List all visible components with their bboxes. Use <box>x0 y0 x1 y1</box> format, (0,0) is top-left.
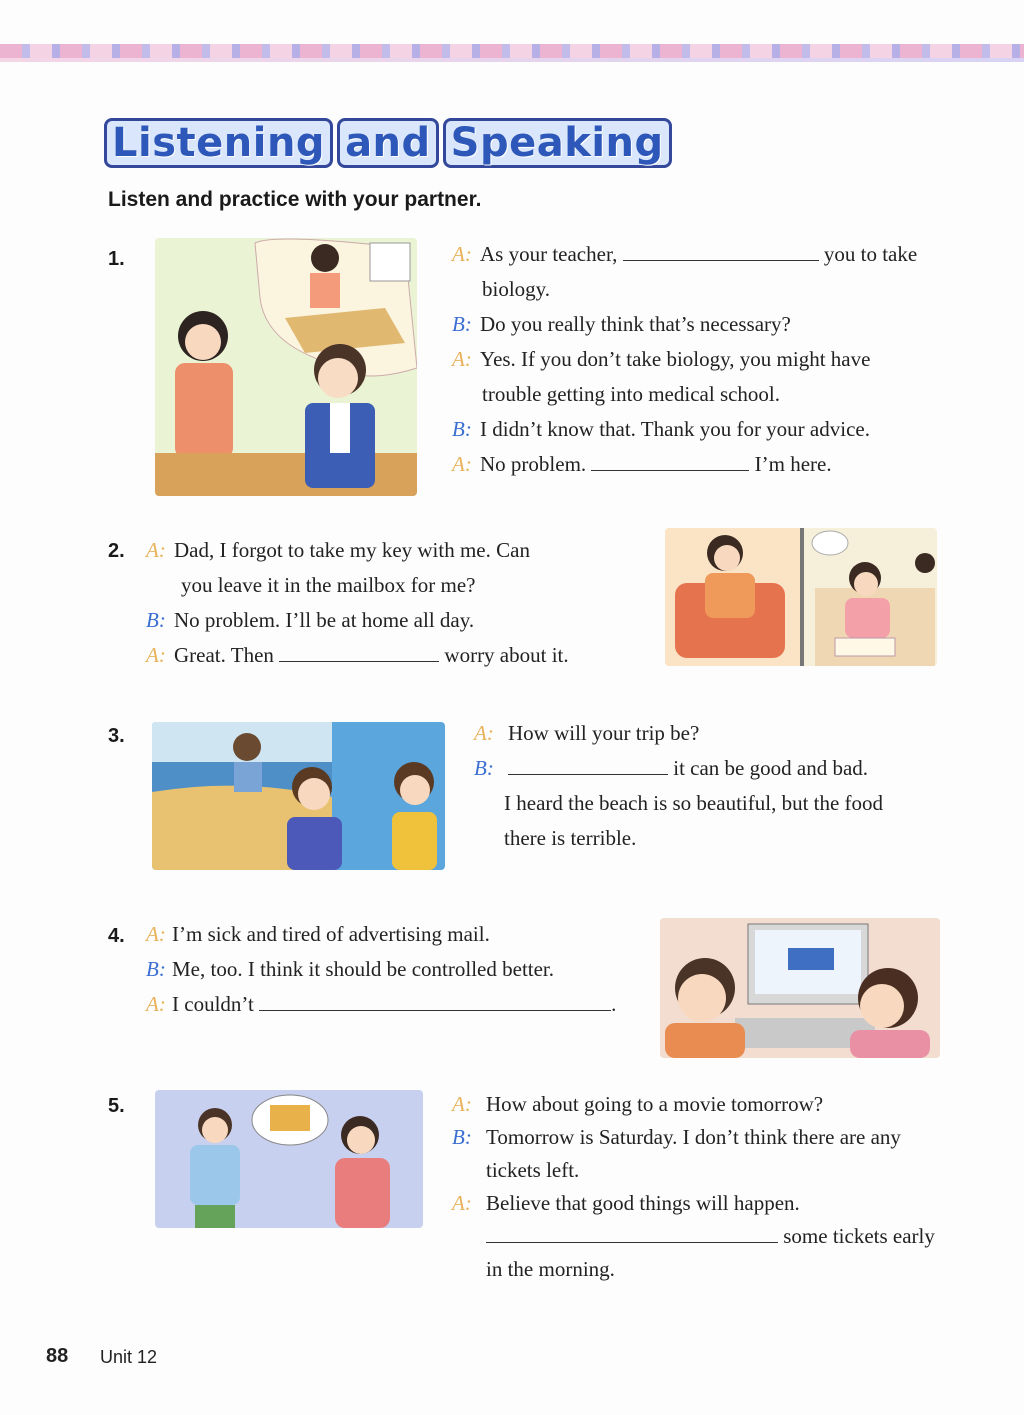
line-text: I couldn’t <box>172 992 254 1016</box>
speaker-b-label: B: <box>452 312 472 336</box>
line-text: No problem. I’ll be at home all day. <box>174 608 475 632</box>
speaker-a-label: A: <box>146 922 166 946</box>
answer-blank[interactable] <box>623 240 819 261</box>
dialogue-line: biology. <box>482 277 551 301</box>
illustration-beach-trip <box>152 722 445 870</box>
item-number: 2. <box>108 540 125 562</box>
title-word: Listening <box>104 118 333 168</box>
line-text: Great. Then <box>174 643 274 667</box>
dialogue-line <box>452 1220 992 1253</box>
dialogue-2 <box>146 533 666 673</box>
item-number: 5. <box>108 1095 125 1117</box>
speaker-a-label: A: <box>452 242 472 266</box>
answer-blank[interactable] <box>591 450 749 471</box>
dialogue-line <box>452 1187 992 1220</box>
dialogue-line <box>474 716 994 751</box>
dialogue-1 <box>452 237 992 482</box>
dialogue-line: tickets left. <box>486 1158 580 1182</box>
dialogue-line: there is terrible. <box>504 826 637 850</box>
line-text: As your teacher, <box>480 242 618 266</box>
line-text: . <box>611 992 617 1016</box>
speaker-a-label: A: <box>146 992 166 1016</box>
speaker-a-label: A: <box>146 538 166 562</box>
item-number: 1. <box>108 248 125 270</box>
dialogue-line <box>452 342 992 377</box>
unit-label: Unit 12 <box>100 1347 158 1367</box>
line-text: Do you really think that’s necessary? <box>480 312 791 336</box>
dialogue-line: in the morning. <box>486 1257 615 1281</box>
speaker-a-label: A: <box>452 1191 472 1215</box>
speaker-a-label: A: <box>474 721 494 745</box>
title-word: and <box>337 118 439 168</box>
speaker-b-label: B: <box>146 957 166 981</box>
title-word: Speaking <box>443 118 672 168</box>
line-text: I didn’t know that. Thank you for your advice. <box>480 417 870 441</box>
dialogue-5 <box>452 1088 992 1286</box>
line-text: you to take <box>823 242 918 266</box>
speaker-a-label: A: <box>452 347 472 371</box>
dialogue-3 <box>474 716 994 856</box>
line-text: Yes. If you don’t take biology, you might have <box>480 347 871 371</box>
dialogue-line: I heard the beach is so beautiful, but the food <box>504 791 884 815</box>
dialogue-line <box>452 447 992 482</box>
speaker-a-label: A: <box>452 452 472 476</box>
line-text: Dad, I forgot to take my key with me. Can <box>174 538 530 562</box>
dialogue-line <box>452 1088 992 1121</box>
answer-blank[interactable] <box>279 641 439 662</box>
line-text: it can be good and bad. <box>673 756 869 780</box>
speaker-b-label: B: <box>146 608 166 632</box>
decorative-top-border <box>0 44 1024 58</box>
dialogue-line: you leave it in the mailbox for me? <box>181 573 476 597</box>
page-number: 88 <box>46 1345 69 1367</box>
dialogue-4 <box>146 917 656 1022</box>
dialogue-line <box>452 1121 992 1154</box>
line-text: How about going to a movie tomorrow? <box>486 1092 824 1116</box>
item-number: 3. <box>108 725 125 747</box>
decorative-top-border-shadow <box>0 58 1024 62</box>
section-title <box>104 118 676 170</box>
answer-blank[interactable] <box>486 1222 778 1243</box>
dialogue-line: trouble getting into medical school. <box>482 382 781 406</box>
dialogue-line <box>146 917 656 952</box>
speaker-a-label: A: <box>452 1092 472 1116</box>
line-text: I’m sick and tired of advertising mail. <box>172 922 490 946</box>
line-text: No problem. <box>480 452 587 476</box>
dialogue-line <box>452 412 992 447</box>
speaker-b-label: B: <box>452 417 472 441</box>
dialogue-line <box>146 638 666 673</box>
answer-blank[interactable] <box>508 754 668 775</box>
dialogue-line <box>146 952 656 987</box>
speaker-b-label: B: <box>452 1125 472 1149</box>
instruction-text: Listen and practice with your partner. <box>108 188 482 211</box>
answer-blank[interactable] <box>259 990 611 1011</box>
illustration-movie-talk <box>155 1090 423 1228</box>
line-text: Tomorrow is Saturday. I don’t think there are any <box>486 1125 901 1149</box>
dialogue-line <box>146 987 656 1022</box>
line-text: worry about it. <box>444 643 569 667</box>
speaker-b-label: B: <box>474 756 494 780</box>
dialogue-line <box>146 603 666 638</box>
line-text: Believe that good things will happen. <box>486 1191 800 1215</box>
item-number: 4. <box>108 925 125 947</box>
dialogue-line <box>452 307 992 342</box>
line-text: How will your trip be? <box>508 721 700 745</box>
line-text: Me, too. I think it should be controlled better. <box>172 957 555 981</box>
dialogue-line <box>146 533 666 568</box>
illustration-computer-users <box>660 918 940 1058</box>
dialogue-line <box>452 237 992 272</box>
dialogue-line <box>474 751 994 786</box>
illustration-teacher-student <box>155 238 417 496</box>
line-text: I’m here. <box>754 452 832 476</box>
illustration-phone-call <box>665 528 937 666</box>
line-text: some tickets early <box>783 1224 935 1248</box>
speaker-a-label: A: <box>146 643 166 667</box>
